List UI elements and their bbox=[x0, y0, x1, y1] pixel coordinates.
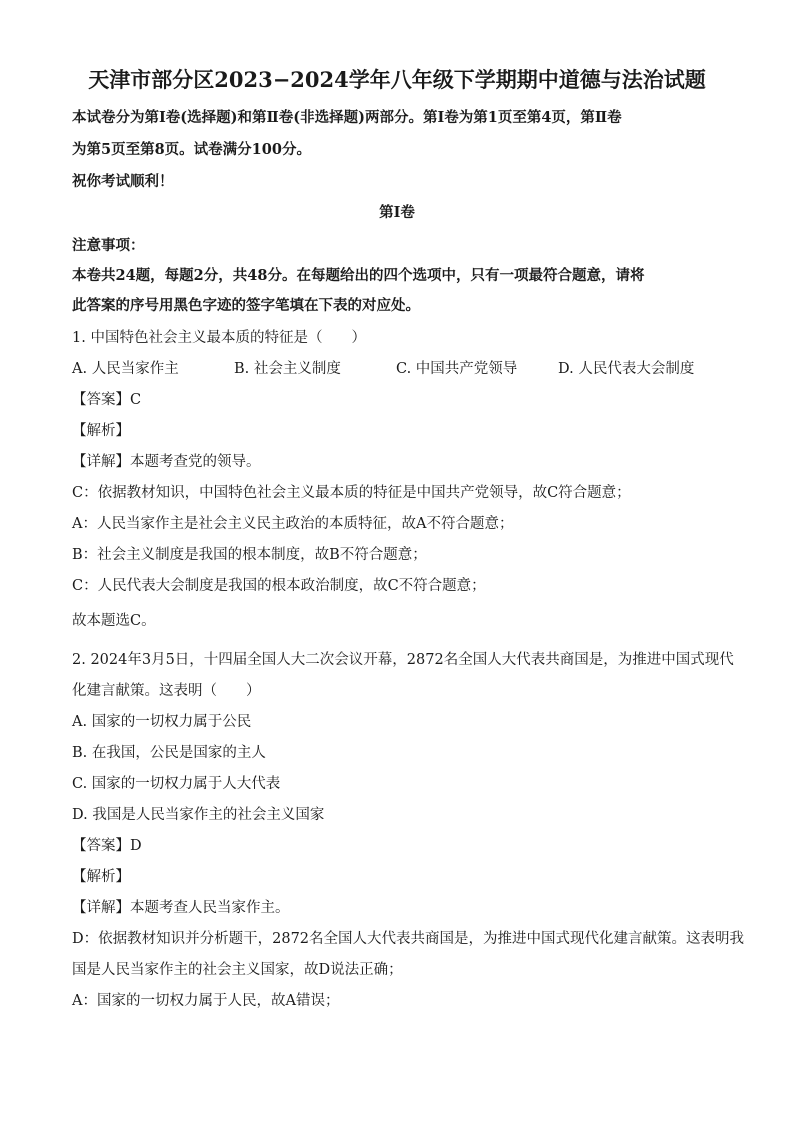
q1-explain-4: C：人民代表大会制度是我国的根本政治制度，故C不符合题意； bbox=[72, 578, 486, 594]
q2-option-b: B. 在我国，公民是国家的主人 bbox=[72, 745, 266, 761]
q2-option-c: C. 国家的一切权力属于人大代表 bbox=[72, 776, 281, 792]
page-title: 天津市部分区2023−2024学年八年级下学期期中道德与法治试题 bbox=[88, 67, 706, 92]
intro-line-1: 本试卷分为第Ⅰ卷(选择题)和第Ⅱ卷(非选择题)两部分。第Ⅰ卷为第1页至第4页，第Ⅱ卷 bbox=[72, 109, 622, 126]
q2-explain-1a: D：依据教材知识并分析题干，2872名全国人大代表共商国是，为推进中国式现代化建言献策。这表明我 bbox=[72, 931, 745, 947]
q2-analysis: 【解析】 bbox=[72, 869, 130, 885]
q1-option-a: A. 人民当家作主 bbox=[72, 361, 179, 377]
q1-conclusion: 故本题选C。 bbox=[72, 613, 156, 629]
notice-line-2: 此答案的序号用黑色字迹的签字笔填在下表的对应处。 bbox=[72, 297, 420, 314]
q1-option-d: D. 人民代表大会制度 bbox=[558, 361, 695, 377]
q1-option-c: C. 中国共产党领导 bbox=[396, 361, 518, 377]
q2-option-a: A. 国家的一切权力属于公民 bbox=[72, 714, 252, 730]
intro-line-2: 为第5页至第8页。试卷满分100分。 bbox=[72, 141, 311, 158]
q1-options bbox=[72, 359, 726, 379]
intro-line-3: 祝你考试顺利！ bbox=[72, 173, 174, 190]
section-title: 第Ⅰ卷 bbox=[379, 204, 415, 221]
q2-detail: 【详解】本题考查人民当家作主。 bbox=[72, 900, 290, 916]
q2-explain-1b: 国是人民当家作主的社会主义国家，故D说法正确； bbox=[72, 962, 403, 978]
q1-option-b: B. 社会主义制度 bbox=[234, 361, 341, 377]
q1-explain-2: A：人民当家作主是社会主义民主政治的本质特征，故A不符合题意； bbox=[72, 516, 514, 532]
q2-explain-2: A：国家的一切权力属于人民，故A错误； bbox=[72, 993, 340, 1009]
q1-explain-1: C：依据教材知识，中国特色社会主义最本质的特征是中国共产党领导，故C符合题意； bbox=[72, 485, 631, 501]
q1-detail: 【详解】本题考查党的领导。 bbox=[72, 454, 261, 470]
notice-line-1: 本卷共24题，每题2分，共48分。在每题给出的四个选项中，只有一项最符合题意，请将 bbox=[72, 267, 645, 284]
q2-answer: 【答案】D bbox=[72, 838, 142, 854]
q1-answer: 【答案】C bbox=[72, 392, 142, 408]
q2-stem-2: 化建言献策。这表明（ ） bbox=[72, 683, 261, 699]
q2-option-d: D. 我国是人民当家作主的社会主义国家 bbox=[72, 807, 325, 823]
q1-analysis: 【解析】 bbox=[72, 423, 130, 439]
q1-explain-3: B：社会主义制度是我国的根本制度，故B不符合题意； bbox=[72, 547, 427, 563]
q1-stem: 1. 中国特色社会主义最本质的特征是（ ） bbox=[72, 330, 366, 346]
notice-heading: 注意事项： bbox=[72, 237, 145, 254]
q2-stem-1: 2. 2024年3月5日，十四届全国人大二次会议开幕，2872名全国人大代表共商国是，为推进中国式现代 bbox=[72, 652, 734, 668]
